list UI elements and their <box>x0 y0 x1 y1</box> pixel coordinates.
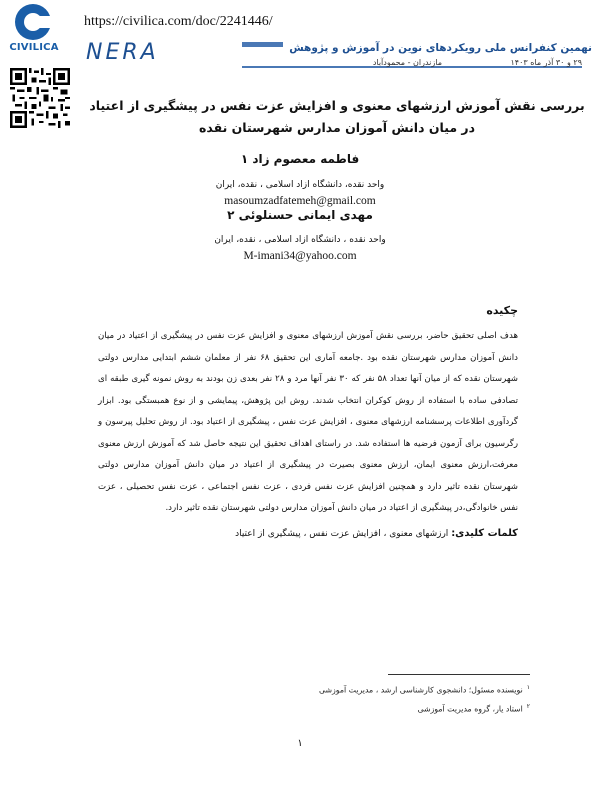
document-url[interactable]: https://civilica.com/doc/2241446/ <box>84 14 273 29</box>
author-1-name: فاطمه معصوم زاد ۱ <box>240 152 360 166</box>
keywords <box>235 528 518 539</box>
footnote-2-text: استاد یار، گروه مدیریت آموزشی <box>417 704 523 714</box>
page-number: ۱ <box>297 738 303 749</box>
footnote-rule <box>388 674 530 675</box>
conference-banner <box>80 36 592 76</box>
author-1-affiliation: واحد نقده، دانشگاه ازاد اسلامی ، نقده، ایران <box>215 180 385 190</box>
qr-code-icon <box>10 68 70 128</box>
abstract-text: هدف اصلی تحقیق حاضر، بررسی نقش آموزش ارزشهای معنوی و افزایش عزت نفس در پیشگیری از اعتیاد در میان دانش آموزان مدارس شهرستان نقده بود .جامعه آماری این تحقیق ۶۸ نفر از معلمان ششم ابتدایی مدارس دولتی شهرستان نقده که از میان آنها تعداد ۵۸ نفر که ۳۰ نفر آنها مرد و ۲۸ نفر بعدی زن بودند به روش نمونه گیری طبقه ای تصادفی ساده با استفاده از روش کوکران انتخاب شدند. روش این پژوهش، پیمایشی و از نوع همبستگی بود. ابزار گردآوری اطلاعات پرسشنامه ارزشهای معنوی ، افزایش عزت نفس ، پیشگیری از اعتیاد بود. از روش تحلیل پیرسون و رگرسیون برای آزمون فرضیه ها استفاده شد. در راستای اهداف تحقیق این نتیجه حاصل شد که آموزش ارزش معنوی معرفت،ارزش معنوی ایمان، ارزش معنوی بصیرت در پیشگیری از اعتیاد در میان دانش آموزان مدارس دولتی شهرستان نقده تاثیر دارد و همچنین افزایش عزت نفس فردی ، عزت نفس اجتماعی ، عزت نفس تحصیلی ، عزت نفس خانوادگی،در پیشگیری از اعتیاد در میان دانش آموزان مدارس دولتی شهرستان نقده تاثیر دارد. <box>98 331 519 513</box>
author-2-name: مهدی ایمانی حسنلوئی ۲ <box>227 208 373 222</box>
conference-place: مازندران - محمودآباد <box>372 58 442 67</box>
author-1-email[interactable]: masoumzadfatemeh@gmail.com <box>224 195 376 207</box>
footnote-1-mark: ۱ <box>526 684 530 691</box>
civilica-logo-text: CIVILICA <box>9 42 59 53</box>
conference-date: ۲۹ و ۳۰ آذر ماه ۱۴۰۳ <box>510 58 582 67</box>
nera-logo: NERA <box>86 40 159 65</box>
footnote-2-mark: ۲ <box>526 703 530 710</box>
footnote-1 <box>319 684 530 695</box>
paper-title: بررسی نقش آموزش ارزشهای معنوی و افزایش عزت نفس در پیشگیری از اعتیاد در میان دانش آموزان مدارس شهرستان نقده <box>89 98 585 135</box>
conference-title: نهمین کنفرانس ملی رویکردهای نوین در آموزش و پژوهش <box>283 42 592 54</box>
author-2-affiliation: واحد نقده ، دانشگاه ازاد اسلامی ، نقده، ایران <box>214 235 386 245</box>
abstract-heading: چکیده <box>486 304 518 317</box>
keywords-list: ارزشهای معنوی ، افزایش عزت نفس ، پیشگیری از اعتیاد <box>235 529 449 539</box>
author-2-email[interactable]: M-imani34@yahoo.com <box>243 250 357 262</box>
footnote-1-text: نویسنده مسئول؛ دانشجوی کارشناسی ارشد ، مدیریت آموزشی <box>319 685 523 695</box>
footnote-2 <box>418 703 530 714</box>
civilica-logo <box>6 4 60 62</box>
keywords-label: کلمات کلیدی: <box>451 528 518 539</box>
